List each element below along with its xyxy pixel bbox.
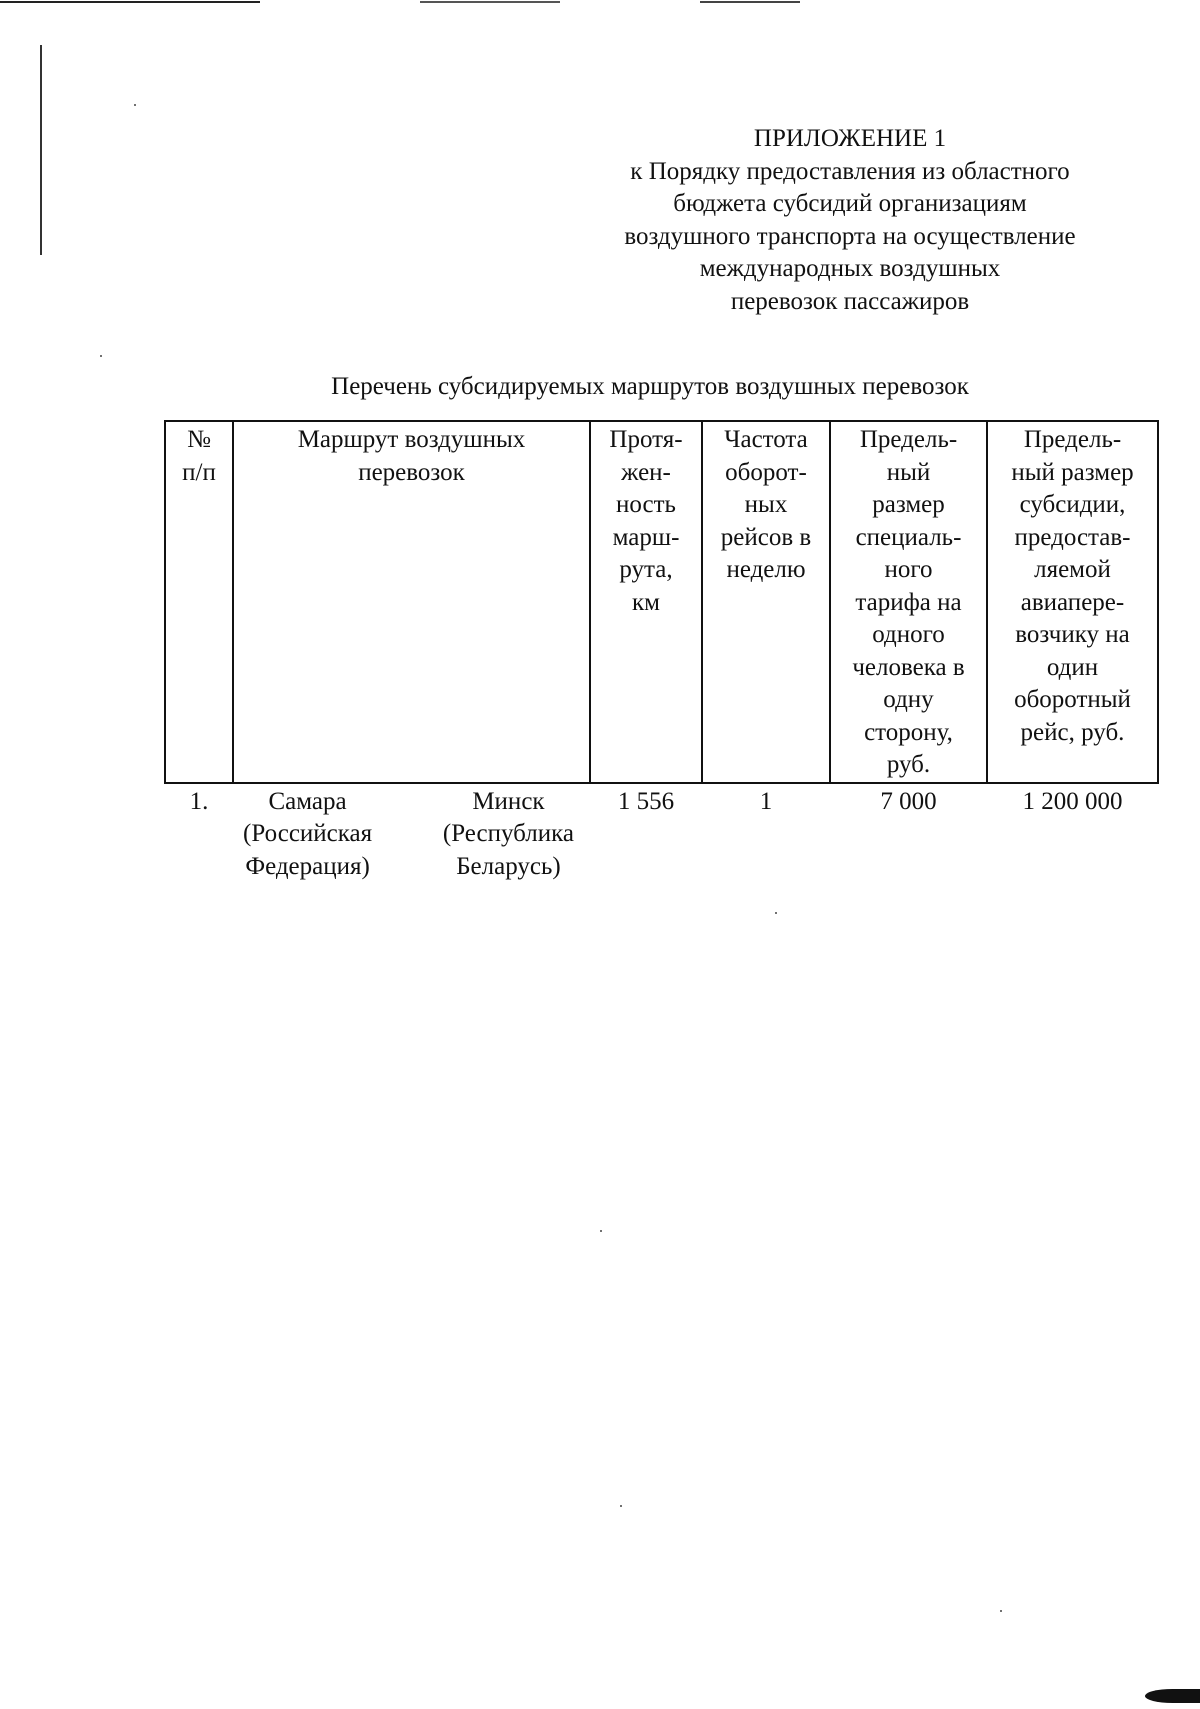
- header-tariff: Предель- ный размер специаль- ного тарифа на одного человека в одну сторону, руб.: [830, 421, 987, 783]
- row-number: 1.: [189, 787, 209, 815]
- row-distance: 1 556: [617, 787, 675, 815]
- route-from-line: Самара: [268, 787, 347, 815]
- route-to-line: Беларусь): [456, 852, 561, 880]
- scan-edge-top: [0, 1, 1200, 3]
- route-from-line: (Российская: [243, 820, 373, 847]
- appendix-line: бюджета субсидий организациям: [673, 190, 1027, 217]
- appendix-line: воздушного транспорта на осуществление: [624, 222, 1076, 250]
- row-route: [233, 783, 590, 884]
- row-subsidy: 1 200 000: [1022, 787, 1123, 815]
- appendix-line: международных воздушных: [699, 255, 1001, 282]
- table-header-row: [165, 421, 1158, 783]
- appendix-heading: ПРИЛОЖЕНИЕ 1: [753, 125, 947, 152]
- appendix-line: к Порядку предоставления из областного: [630, 157, 1070, 185]
- row-tariff: 7 000: [880, 787, 937, 815]
- header-subsidy: Предель- ный размер субсидии, предостав- ляемой авиапере- возчику на один оборотный рейс, руб.: [987, 421, 1158, 783]
- header-number: № п/п: [165, 421, 233, 783]
- header-distance: Протя- жен- ность марш- рута, км: [590, 421, 702, 783]
- route-from-line: Федерация): [245, 852, 370, 880]
- appendix-header: [560, 123, 1140, 318]
- scan-speck: [775, 912, 777, 914]
- route-from: [243, 786, 372, 884]
- header-route: Маршрут воздушных перевозок: [233, 421, 590, 783]
- scan-speck: [134, 104, 136, 106]
- scan-mark: [1145, 1689, 1200, 1703]
- scan-speck: [100, 355, 102, 357]
- scan-edge-left: [40, 45, 42, 255]
- scan-speck: [600, 1230, 602, 1232]
- route-to: [443, 786, 574, 884]
- route-to-line: Минск: [472, 787, 545, 815]
- row-frequency: 1: [759, 787, 773, 815]
- header-frequency: Частота оборот- ных рейсов в неделю: [702, 421, 830, 783]
- table-row: [165, 783, 1158, 884]
- route-to-line: (Республика: [442, 820, 574, 847]
- scan-speck: [1000, 1610, 1002, 1612]
- routes-table: [164, 420, 1159, 883]
- scan-speck: [620, 1505, 622, 1507]
- list-title: Перечень субсидируемых маршрутов воздушных перевозок: [331, 373, 969, 400]
- appendix-line: перевозок пассажиров: [730, 287, 970, 315]
